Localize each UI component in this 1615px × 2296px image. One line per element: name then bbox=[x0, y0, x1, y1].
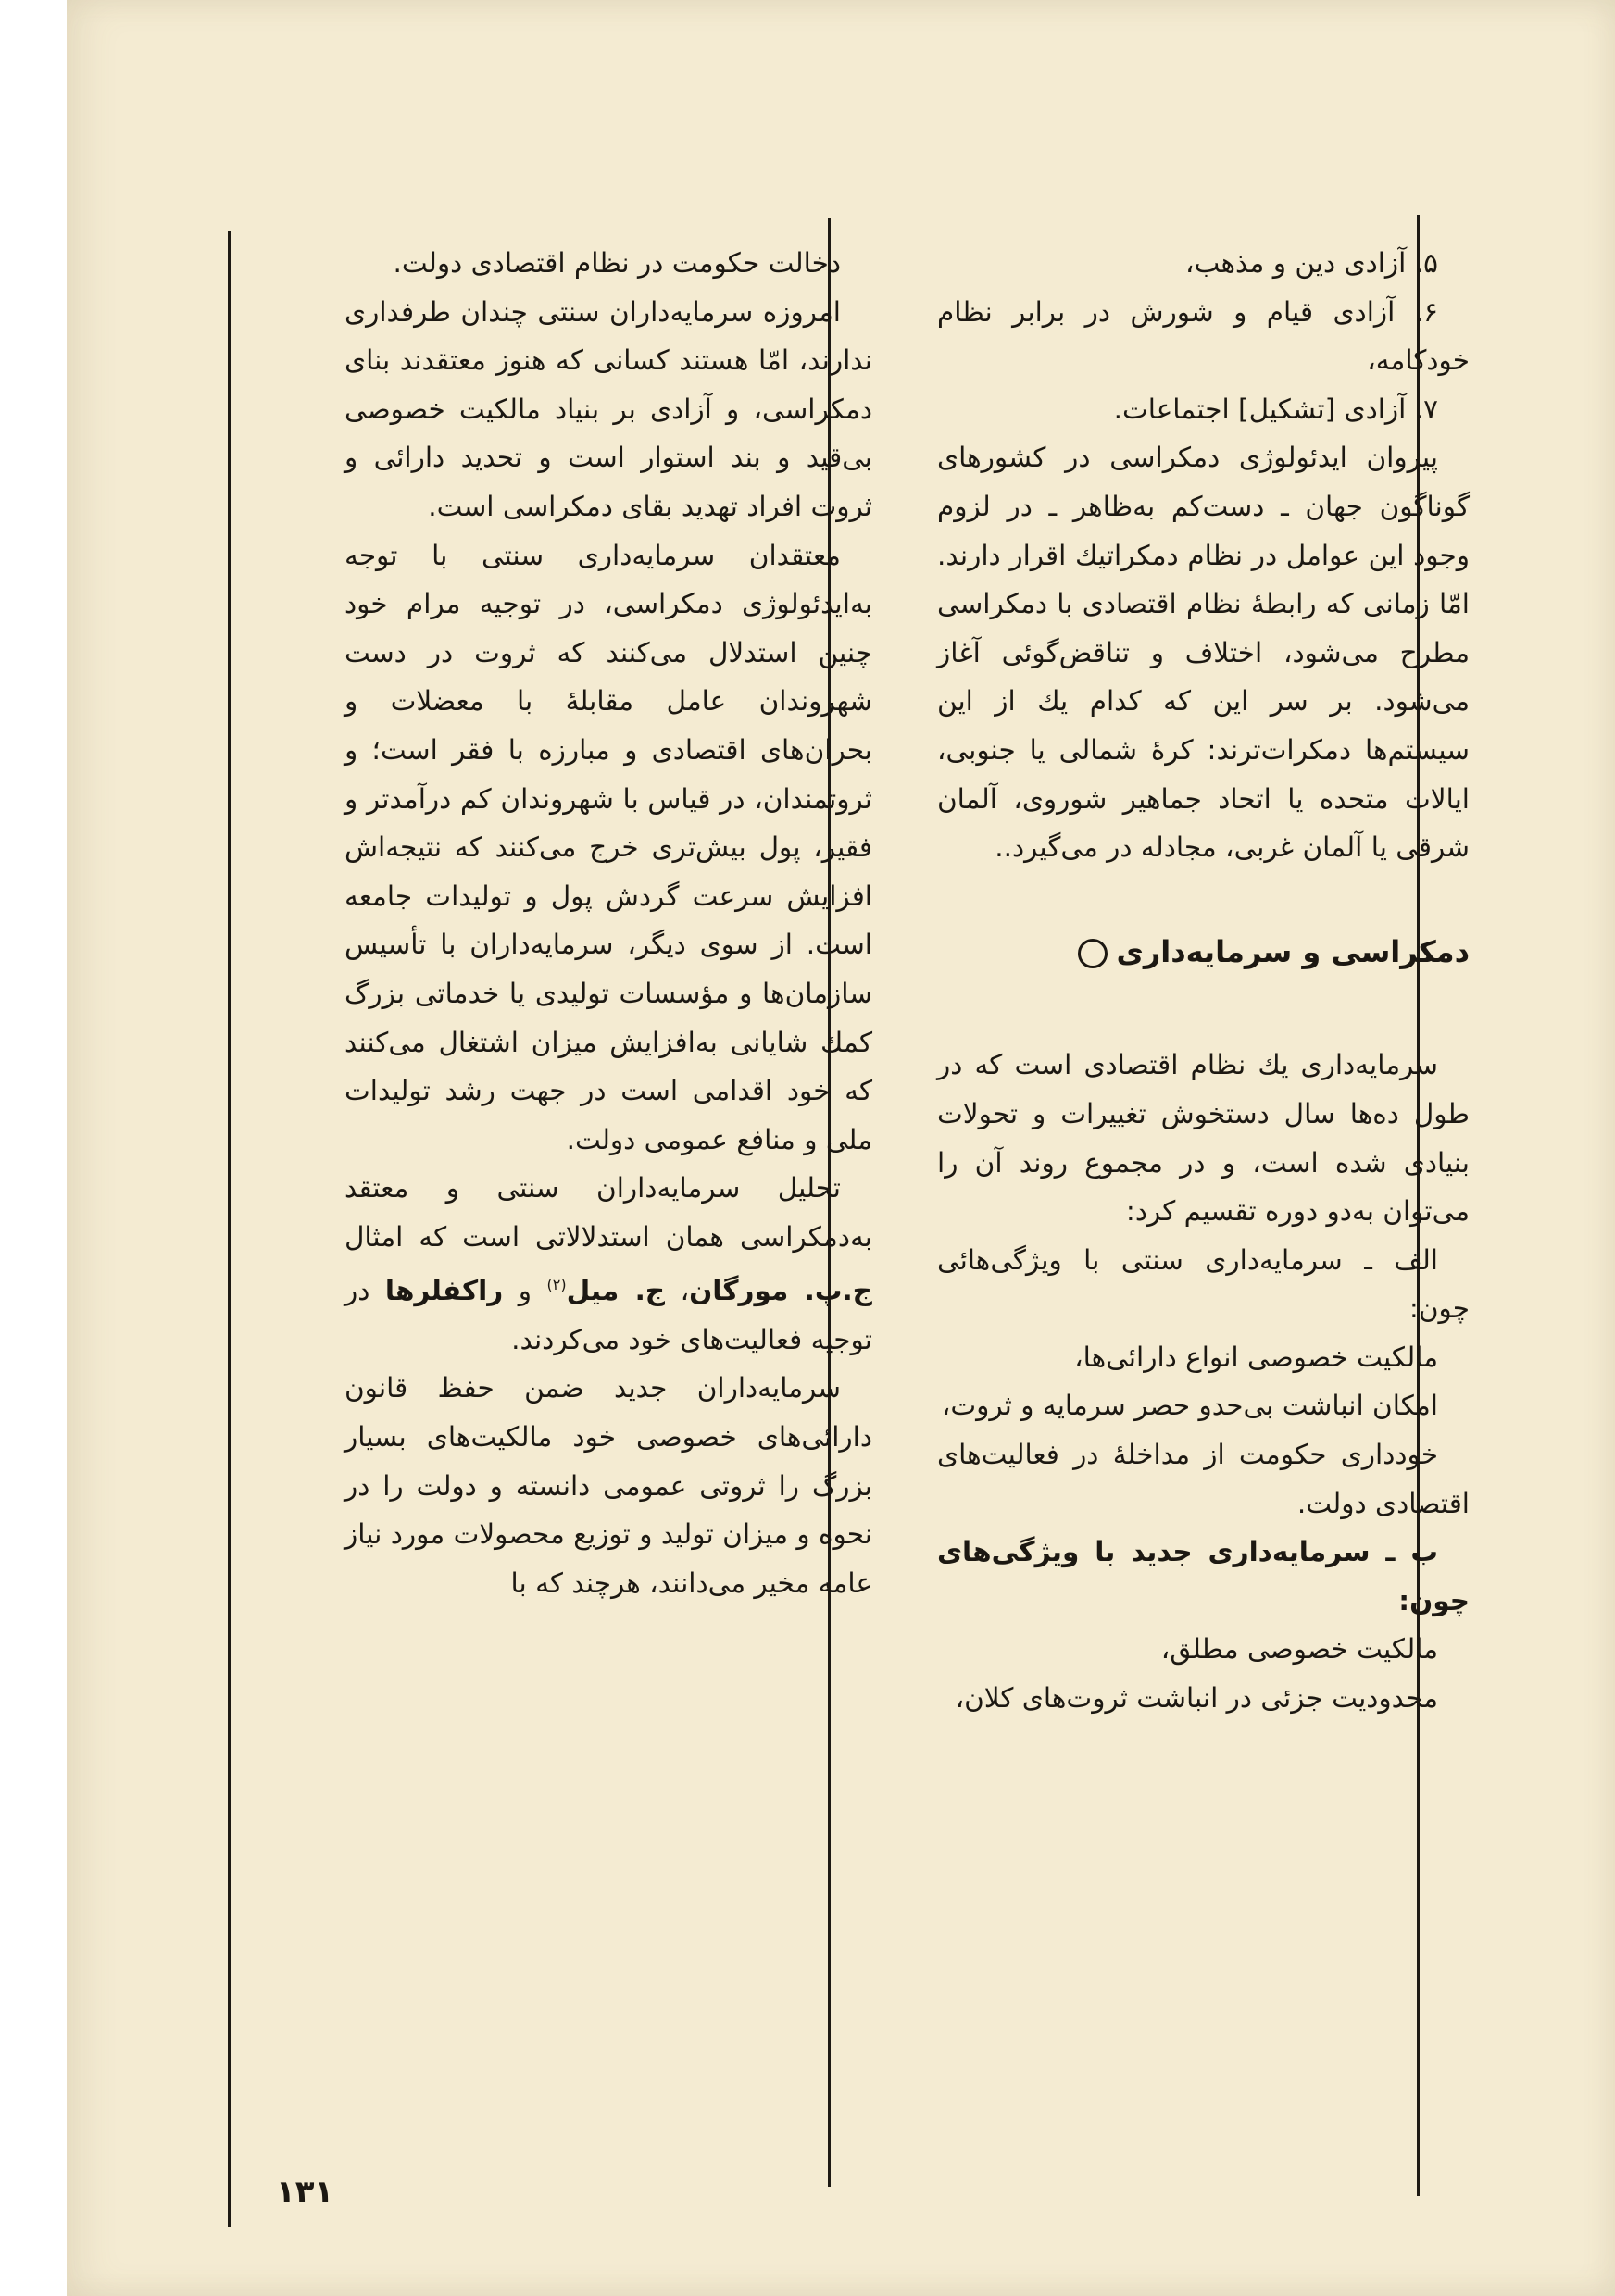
punctuation: ، bbox=[680, 1275, 690, 1307]
paragraph-text: در توجیه فعالیت‌های خود می‌کردند. bbox=[344, 1275, 872, 1355]
right-column bbox=[937, 239, 1470, 1723]
intro-paragraph: پیروان ایدئولوژی دمکراسی در کشورهای گوناگون جهان ـ دست‌کم به‌ظاهر ـ در لزوم وجود این عوامل در نظام دمکراتیك اقرار دارند. امّا زمانی که رابطهٔ نظام اقتصادی با دمکراسی مطرح می‌شود، اختلاف و تناقض‌گوئی آغاز می‌شود. بر سر این که کدام یك از این سیستم‌ها دمکرات‌ترند: کرهٔ شمالی یا جنوبی، ایالات متحده یا اتحاد جماهیر شوروی، آلمان شرقی یا آلمان غربی، مجادله در می‌گیرد.. bbox=[937, 442, 1470, 864]
column-rule-left bbox=[228, 231, 231, 2227]
continuation-text: دخالت حکومت در نظام اقتصادی دولت. bbox=[393, 247, 841, 279]
list-item: ۶. آزادی قیام و شورش در برابر نظام خودکامه، bbox=[937, 295, 1470, 377]
person-name: ج. میل bbox=[566, 1275, 666, 1307]
book-page bbox=[67, 0, 1615, 2296]
circle-bullet-icon bbox=[1078, 939, 1108, 968]
list-item: مالکیت خصوصی مطلق، bbox=[1160, 1633, 1438, 1666]
list-item: ۵. آزادی دین و مذهب، bbox=[1185, 247, 1438, 279]
conjunction: و bbox=[518, 1275, 532, 1307]
traditional-capitalism-title: الف ـ سرمایه‌داری سنتی با ویژگی‌هائی چون: bbox=[937, 1243, 1470, 1325]
paragraph: امروزه سرمایه‌داران سنتی چندان طرفداری ندارند، امّا هستند کسانی که هنوز معتقدند بنای دمکراسی، و آزادی بر بنیاد مالکیت خصوصی بی‌قید و بند استوار است و تحدید دارائی و ثروت افراد تهدید بقای دمکراسی است. bbox=[344, 295, 872, 522]
page-number: ۱۳۱ bbox=[276, 2174, 334, 2211]
section-heading-text: دمکراسی و سرمایه‌داری bbox=[1116, 933, 1470, 969]
list-item: مالکیت خصوصی انواع دارائی‌ها، bbox=[1074, 1341, 1438, 1373]
paragraph bbox=[344, 1164, 872, 1364]
list-item: ۷. آزادی [تشکیل] اجتماعات. bbox=[1113, 393, 1438, 425]
person-name: ج.پ. مورگان bbox=[689, 1275, 872, 1307]
list-item: خودداری حکومت از مداخلهٔ در فعالیت‌های اقتصادی دولت. bbox=[937, 1439, 1470, 1519]
paragraph-text: تحلیل سرمایه‌داران سنتی و معتقد به‌دمکراسی همان استدلالاتی است که امثال bbox=[344, 1172, 872, 1253]
paragraph: سرمایه‌داران جدید ضمن حفظ قانون دارائی‌های خصوصی خود مالکیت‌های بسیار بزرگ را ثروتی عمومی دانسته و دولت را در نحوه و میزان تولید و توزیع محصولات مورد نیاز عامه مخیر می‌دانند، هرچند که با bbox=[344, 1372, 872, 1599]
paragraph: معتقدان سرمایه‌داری سنتی با توجه به‌ایدئولوژی دمکراسی، در توجیه مرام خود چنین استدلال می‌کنند که ثروت در دست شهروندان عامل مقابلهٔ با معضلات و بحران‌های اقتصادی و مبارزه با فقر است؛ و ثروتمندان، در قیاس با شهروندان کم درآمدتر و فقیر، پول بیش‌تری خرج می‌کنند که نتیجه‌اش افزایش سرعت گردش پول و تولیدات جامعه است. از سوی دیگر، سرمایه‌داران با تأسیس سازمان‌ها و مؤسسات تولیدی یا خدماتی بزرگ کمك شایانی به‌افزایش میزان اشتغال می‌کنند که خود اقدامی است در جهت رشد تولیدات ملی و منافع عمومی دولت. bbox=[344, 539, 872, 1155]
capitalism-paragraph: سرمایه‌داری یك نظام اقتصادی است که در طول ده‌ها سال دستخوش تغییرات و تحولات بنیادی شده است، و در مجموع روند آن را می‌توان به‌دو دوره تقسیم کرد: bbox=[937, 1049, 1470, 1228]
section-heading bbox=[937, 928, 1470, 977]
person-name: راکفلرها bbox=[384, 1275, 504, 1307]
left-column bbox=[344, 239, 872, 1607]
footnote-mark: (۲) bbox=[546, 1276, 567, 1294]
list-item: محدودیت جزئی در انباشت ثروت‌های کلان، bbox=[955, 1682, 1438, 1715]
list-item: امکان انباشت بی‌حدو حصر سرمایه و ثروت، bbox=[941, 1390, 1438, 1422]
new-capitalism-title: ب ـ سرمایه‌داری جدید با ویژگی‌های چون: bbox=[937, 1536, 1470, 1616]
